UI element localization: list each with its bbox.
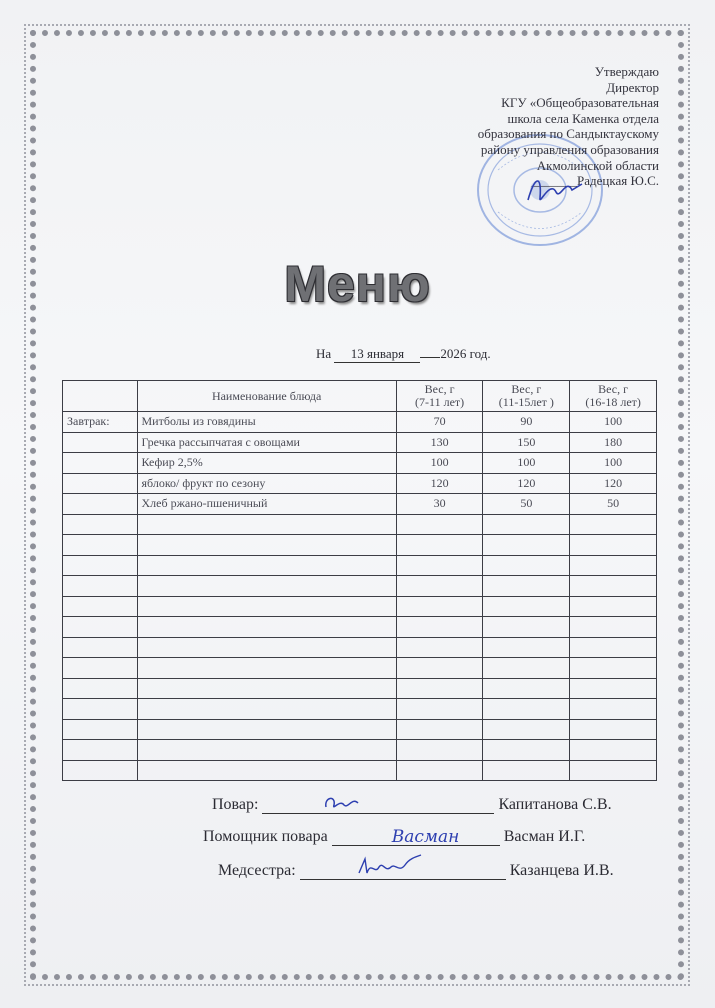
nurse-signature-icon bbox=[355, 853, 425, 879]
table-row bbox=[63, 637, 657, 658]
approval-line: КГУ «Общеобразовательная bbox=[501, 95, 659, 111]
weight-16-18-cell: 50 bbox=[570, 494, 657, 515]
weight-11-15-cell bbox=[483, 699, 570, 720]
header-age-range: (7-11 лет) bbox=[415, 395, 465, 409]
meal-cell bbox=[63, 760, 138, 781]
weight-7-11-cell bbox=[396, 555, 483, 576]
table-row bbox=[63, 760, 657, 781]
dish-name-cell: яблоко/ фрукт по сезону bbox=[137, 473, 396, 494]
weight-7-11-cell bbox=[396, 617, 483, 638]
meal-cell bbox=[63, 699, 138, 720]
weight-7-11-cell: 70 bbox=[396, 412, 483, 433]
weight-16-18-cell bbox=[570, 699, 657, 720]
meal-cell bbox=[63, 740, 138, 761]
meal-cell bbox=[63, 432, 138, 453]
dish-name-cell bbox=[137, 740, 396, 761]
approval-line: Директор bbox=[606, 79, 659, 95]
weight-16-18-cell bbox=[570, 576, 657, 597]
weight-16-18-cell bbox=[570, 658, 657, 679]
header-meal bbox=[63, 381, 138, 412]
nurse-signature-row bbox=[218, 862, 614, 880]
meal-cell bbox=[63, 596, 138, 617]
weight-11-15-cell bbox=[483, 576, 570, 597]
weight-7-11-cell: 30 bbox=[396, 494, 483, 515]
weight-11-15-cell: 100 bbox=[483, 453, 570, 474]
table-row bbox=[63, 658, 657, 679]
weight-11-15-cell bbox=[483, 760, 570, 781]
weight-16-18-cell bbox=[570, 740, 657, 761]
assistant-name: Васман И.Г. bbox=[503, 828, 586, 845]
weight-7-11-cell bbox=[396, 678, 483, 699]
weight-16-18-cell bbox=[570, 678, 657, 699]
table-row bbox=[63, 740, 657, 761]
meal-cell bbox=[63, 678, 138, 699]
cook-signature-icon bbox=[322, 793, 362, 813]
cook-name: Капитанова С.В. bbox=[498, 796, 612, 813]
page-title: Меню bbox=[284, 256, 431, 312]
dish-name-cell: Кефир 2,5% bbox=[137, 453, 396, 474]
weight-11-15-cell: 90 bbox=[483, 412, 570, 433]
dish-name-cell bbox=[137, 678, 396, 699]
dish-name-cell bbox=[137, 514, 396, 535]
table-row bbox=[63, 576, 657, 597]
weight-11-15-cell bbox=[483, 719, 570, 740]
dish-name-cell: Хлеб ржано-пшеничный bbox=[137, 494, 396, 515]
meal-cell bbox=[63, 617, 138, 638]
meal-cell bbox=[63, 514, 138, 535]
cook-signature-line bbox=[262, 799, 494, 814]
header-weight-label: Вес, г bbox=[511, 382, 542, 396]
dish-name-cell: Гречка рассыпчатая с овощами bbox=[137, 432, 396, 453]
meal-cell: Завтрак: bbox=[63, 412, 138, 433]
dish-name-cell bbox=[137, 617, 396, 638]
weight-16-18-cell: 100 bbox=[570, 453, 657, 474]
header-weight-11-15 bbox=[483, 381, 570, 412]
weight-7-11-cell bbox=[396, 637, 483, 658]
weight-11-15-cell: 50 bbox=[483, 494, 570, 515]
header-age-range: (16-18 лет) bbox=[585, 395, 641, 409]
approval-line: Акмолинской области bbox=[536, 157, 659, 173]
table-row bbox=[63, 432, 657, 453]
weight-16-18-cell bbox=[570, 617, 657, 638]
weight-16-18-cell bbox=[570, 596, 657, 617]
weight-16-18-cell bbox=[570, 514, 657, 535]
weight-16-18-cell: 100 bbox=[570, 412, 657, 433]
director-signature-icon bbox=[520, 170, 590, 210]
table-row bbox=[63, 535, 657, 556]
weight-16-18-cell: 120 bbox=[570, 473, 657, 494]
weight-7-11-cell bbox=[396, 514, 483, 535]
weight-11-15-cell bbox=[483, 617, 570, 638]
assistant-signature-row bbox=[203, 828, 585, 846]
weight-7-11-cell: 120 bbox=[396, 473, 483, 494]
assistant-signature-icon: Васман bbox=[391, 827, 460, 847]
weight-16-18-cell bbox=[570, 637, 657, 658]
menu-table-body bbox=[63, 412, 657, 781]
dish-name-cell bbox=[137, 637, 396, 658]
weight-16-18-cell bbox=[570, 555, 657, 576]
date-line bbox=[316, 346, 491, 363]
dish-name-cell bbox=[137, 535, 396, 556]
meal-cell bbox=[63, 555, 138, 576]
dish-name-cell: Митболы из говядины bbox=[137, 412, 396, 433]
weight-11-15-cell: 150 bbox=[483, 432, 570, 453]
table-header-row bbox=[63, 381, 657, 412]
cook-signature-row bbox=[212, 796, 612, 814]
header-weight-7-11 bbox=[396, 381, 483, 412]
nurse-name: Казанцева И.В. bbox=[509, 862, 614, 879]
table-row bbox=[63, 596, 657, 617]
table-row bbox=[63, 412, 657, 433]
table-row bbox=[63, 699, 657, 720]
dish-name-cell bbox=[137, 699, 396, 720]
meal-cell bbox=[63, 473, 138, 494]
header-weight-16-18 bbox=[570, 381, 657, 412]
date-value: 13 января bbox=[334, 346, 420, 363]
weight-11-15-cell bbox=[483, 514, 570, 535]
nurse-signature-line bbox=[300, 865, 506, 880]
weight-16-18-cell bbox=[570, 719, 657, 740]
date-prefix: На bbox=[316, 346, 332, 361]
assistant-signature-line bbox=[332, 827, 500, 847]
nurse-label: Медсестра: bbox=[218, 862, 296, 879]
weight-11-15-cell bbox=[483, 658, 570, 679]
weight-11-15-cell bbox=[483, 678, 570, 699]
weight-7-11-cell: 100 bbox=[396, 453, 483, 474]
weight-7-11-cell bbox=[396, 719, 483, 740]
weight-7-11-cell bbox=[396, 658, 483, 679]
approval-line: Утверждаю bbox=[594, 64, 659, 79]
table-row bbox=[63, 473, 657, 494]
weight-7-11-cell bbox=[396, 596, 483, 617]
meal-cell bbox=[63, 637, 138, 658]
header-dish-name: Наименование блюда bbox=[137, 381, 396, 412]
approval-line: школа села Каменка отдела bbox=[507, 110, 659, 126]
meal-cell bbox=[63, 719, 138, 740]
dish-name-cell bbox=[137, 555, 396, 576]
dish-name-cell bbox=[137, 576, 396, 597]
meal-cell bbox=[63, 535, 138, 556]
weight-11-15-cell bbox=[483, 555, 570, 576]
weight-11-15-cell bbox=[483, 596, 570, 617]
weight-7-11-cell bbox=[396, 535, 483, 556]
menu-table bbox=[62, 380, 657, 781]
dish-name-cell bbox=[137, 596, 396, 617]
weight-7-11-cell bbox=[396, 760, 483, 781]
weight-11-15-cell bbox=[483, 740, 570, 761]
meal-cell bbox=[63, 576, 138, 597]
approval-line: _______Радецкая Ю.С. bbox=[531, 173, 659, 189]
table-row bbox=[63, 617, 657, 638]
date-year: 2026 год. bbox=[440, 346, 491, 361]
meal-cell bbox=[63, 494, 138, 515]
dish-name-cell bbox=[137, 658, 396, 679]
date-underline bbox=[420, 357, 440, 358]
table-row bbox=[63, 719, 657, 740]
table-row bbox=[63, 514, 657, 535]
table-row bbox=[63, 494, 657, 515]
header-weight-label: Вес, г bbox=[598, 382, 629, 396]
assistant-label: Помощник повара bbox=[203, 828, 328, 845]
weight-7-11-cell: 130 bbox=[396, 432, 483, 453]
weight-16-18-cell bbox=[570, 760, 657, 781]
weight-16-18-cell: 180 bbox=[570, 432, 657, 453]
approval-line: образования по Сандыктаускому bbox=[477, 126, 659, 142]
header-weight-label: Вес, г bbox=[424, 382, 455, 396]
dish-name-cell bbox=[137, 760, 396, 781]
weight-7-11-cell bbox=[396, 740, 483, 761]
weight-7-11-cell bbox=[396, 576, 483, 597]
weight-11-15-cell: 120 bbox=[483, 473, 570, 494]
weight-7-11-cell bbox=[396, 699, 483, 720]
weight-11-15-cell bbox=[483, 535, 570, 556]
table-row bbox=[63, 555, 657, 576]
meal-cell bbox=[63, 453, 138, 474]
meal-cell bbox=[63, 658, 138, 679]
approval-line: району управления образования bbox=[480, 141, 659, 157]
table-row bbox=[63, 453, 657, 474]
weight-11-15-cell bbox=[483, 637, 570, 658]
dish-name-cell bbox=[137, 719, 396, 740]
cook-label: Повар: bbox=[212, 796, 259, 813]
table-row bbox=[63, 678, 657, 699]
weight-16-18-cell bbox=[570, 535, 657, 556]
header-age-range: (11-15лет ) bbox=[498, 395, 554, 409]
